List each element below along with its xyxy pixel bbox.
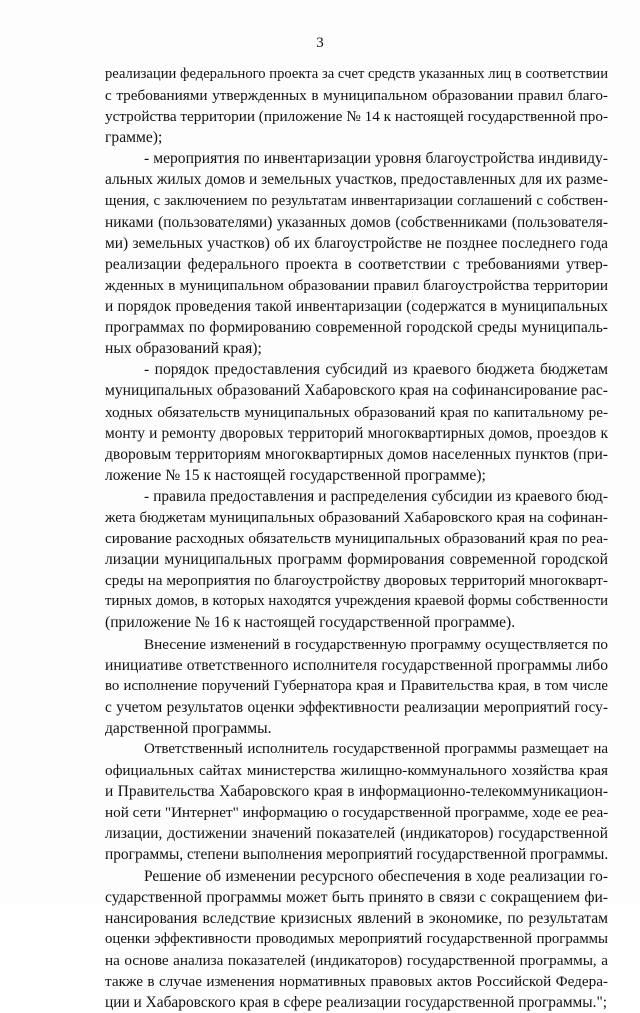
text-line: никами (пользователями) указанных домов (собственниками (пользователя-: [105, 213, 608, 231]
text-line: альных жилых домов и земельных участков, предоставленных для их разме-: [105, 171, 608, 189]
text-line: инициативе ответственного исполнителя государственной программы либо: [105, 656, 608, 674]
text-line: лизации муниципальных программ формирования современной городской: [105, 551, 608, 569]
text-line: жденных в муниципальном образовании правил благоустройства территории: [105, 276, 608, 294]
text-line: ции и Хабаровского края в сфере реализации государственной программы.";: [105, 994, 608, 1012]
text-line: устройства территории (приложение № 14 к настоящей государственной про-: [105, 108, 608, 126]
body-text: [105, 64, 608, 1013]
text-line: Решение об изменении ресурсного обеспечения в ходе реализации го-: [144, 867, 608, 885]
text-line: тирных домов, в которых находятся учреждения краевой формы собственности: [105, 593, 608, 610]
text-line: на основе анализа показателей (индикаторов) государственной программы, а: [105, 951, 608, 969]
text-line: во исполнение поручений Губернатора края и Правительства края, в том числе: [105, 677, 608, 694]
text-line: муниципальных образований Хабаровского края на софинансирование рас-: [105, 382, 608, 400]
text-line: также в случае изменения нормативных правовых актов Российской Федера-: [105, 973, 608, 991]
text-line: Внесение изменений в государственную программу осуществляется по: [144, 635, 608, 653]
text-line: реализации федерального проекта в соответствии с требованиями утвер-: [105, 255, 608, 273]
text-line: и Правительства Хабаровского края в информационно-телекоммуникацион-: [105, 783, 608, 801]
text-line: программах по формированию современной городской среды муниципаль-: [105, 319, 608, 337]
text-line: - мероприятия по инвентаризации уровня благоустройства индивиду-: [144, 150, 608, 168]
text-line: Ответственный исполнитель государственной программы размещает на: [144, 741, 608, 757]
text-line: ной сети "Интернет" информацию о государственной программе, ходе ее реа-: [105, 804, 609, 822]
text-line: и порядок проведения такой инвентаризации (содержатся в муниципальных: [105, 298, 608, 316]
text-line: монту и ремонту дворовых территорий многоквартирных домов, проездов к: [105, 424, 608, 442]
text-line: нансирования вследствие кризисных явлений в экономике, по результатам: [105, 909, 608, 927]
text-line: официальных сайтах министерства жилищно-коммунального хозяйства края: [105, 762, 608, 780]
text-line: жета бюджетам муниципальных образований Хабаровского края на софинан-: [105, 508, 608, 526]
text-line: дарственной программы.: [105, 719, 272, 737]
text-line: лизации, достижении значений показателей (индикаторов) государственной: [105, 825, 608, 843]
text-line: с учетом результатов оценки эффективности реализации мероприятий госу-: [105, 698, 608, 716]
text-line: сирование расходных обязательств муниципальных образований края по реа-: [105, 530, 608, 548]
text-line: - правила предоставления и распределения субсидии из краевого бюд-: [144, 487, 608, 505]
text-line: (приложение № 16 к настоящей государственной программе).: [105, 614, 516, 632]
text-line: программы, степени выполнения мероприятий государственной программы.: [105, 846, 609, 864]
text-line: ми) земельных участков) об их благоустройстве не позднее последнего года: [105, 234, 608, 252]
text-line: щения, с заключением по результатам инвентаризации соглашений с собствен-: [105, 192, 608, 209]
text-line: ходных обязательств муниципальных образований края по капитальному ре-: [105, 403, 608, 421]
page-number: 3: [316, 35, 324, 51]
text-line: с требованиями утвержденных в муниципальном образовании правил благо-: [105, 87, 608, 105]
text-line: сударственной программы может быть принято в связи с сокращением фи-: [105, 888, 608, 906]
text-line: реализации федерального проекта за счет средств указанных лиц в соответствии: [105, 66, 608, 82]
text-line: дворовым территориям многоквартирных домов населенных пунктов (при-: [105, 445, 608, 463]
text-line: грамме);: [105, 129, 163, 147]
text-line: - порядок предоставления субсидий из краевого бюджета бюджетам: [144, 361, 608, 379]
text-line: среды на мероприятия по благоустройству дворовых территорий многокварт-: [105, 572, 608, 590]
text-line: ных образований края);: [105, 340, 262, 358]
text-line: оценки эффективности проводимых мероприятий государственной программы: [105, 930, 608, 947]
text-line: ложение № 15 к настоящей государственной программе);: [105, 466, 486, 484]
